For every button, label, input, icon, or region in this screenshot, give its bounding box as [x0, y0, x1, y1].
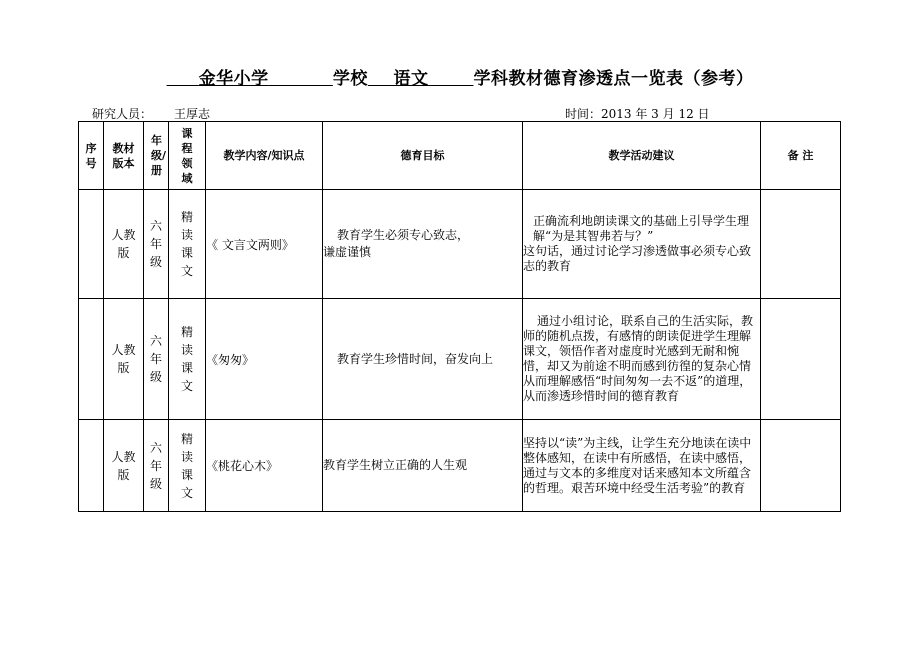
moral-education-table [78, 121, 841, 512]
title-subject: 语文 [393, 69, 429, 89]
cell-edition: 人教版 [104, 299, 144, 420]
cell-goal: 教育学生树立正确的人生观 [323, 420, 523, 512]
cell-grade: 六年级 [144, 190, 169, 299]
table-row [79, 299, 841, 420]
title-subject-suffix: 学科教材德育渗透点一览表（参考） [473, 69, 754, 89]
cell-content: 《匆匆》 [206, 299, 323, 420]
cell-content: 《桃花心木》 [206, 420, 323, 512]
table-row [79, 420, 841, 512]
date-info [565, 105, 710, 122]
header-goal: 德育目标 [323, 122, 523, 190]
cell-seq [79, 420, 104, 512]
researcher-info [92, 105, 210, 122]
researcher-label: 研究人员： [92, 107, 153, 121]
cell-domain: 精读课文 [169, 190, 206, 299]
table-header-row [79, 122, 841, 190]
title-school-suffix: 学校 [332, 69, 368, 89]
cell-note [761, 420, 841, 512]
header-activity: 教学活动建议 [523, 122, 761, 190]
cell-goal: 教育学生必须专心致志， 谦虚谨慎 [323, 190, 523, 299]
time-label: 时间： [565, 107, 602, 121]
header-content: 教学内容/知识点 [206, 122, 323, 190]
header-domain: 课程领域 [169, 122, 206, 190]
table-row [79, 190, 841, 299]
cell-activity: 通过小组讨论，联系自己的生活实际，教师的随机点拨，有感情的朗读促进学生理解课文，领悟作者对虚度时光感到无耐和惋惜，却又为前途不明而感到彷徨的复杂心情从而理解感悟“时间匆匆一去不返”的道理，从而渗透珍惜时间的德育教育 [523, 299, 761, 420]
header-grade: 年级/册 [144, 122, 169, 190]
cell-domain: 精读课文 [169, 420, 206, 512]
title-school: 金华小学 [198, 69, 269, 89]
cell-edition: 人教版 [104, 420, 144, 512]
header-note: 备 注 [761, 122, 841, 190]
cell-activity: 坚持以“读”为主线，让学生充分地读在读中整体感知，在读中有所感悟，在读中感悟，通过与文本的多维度对话来感知本文所蕴含的哲理。艰苦环境中经受生活考验”的教育 [523, 420, 761, 512]
cell-edition: 人教版 [104, 190, 144, 299]
page-title [0, 64, 920, 89]
time-value: 2013 年 3 月 12 日 [601, 107, 710, 121]
cell-seq [79, 190, 104, 299]
cell-content: 《 文言文两则》 [206, 190, 323, 299]
cell-note [761, 299, 841, 420]
researcher-name: 王厚志 [174, 107, 211, 121]
cell-seq [79, 299, 104, 420]
cell-activity: 正确流利地朗读课文的基础上引导学生理解“为是其智弗若与？” 这句话，通过讨论学习渗透做事必须专心致志的教育 [523, 190, 761, 299]
cell-note [761, 190, 841, 299]
cell-domain: 精读课文 [169, 299, 206, 420]
cell-grade: 六年级 [144, 420, 169, 512]
cell-goal: 教育学生珍惜时间，奋发向上 [323, 299, 523, 420]
cell-grade: 六年级 [144, 299, 169, 420]
header-seq: 序号 [79, 122, 104, 190]
header-edition: 教材版本 [104, 122, 144, 190]
